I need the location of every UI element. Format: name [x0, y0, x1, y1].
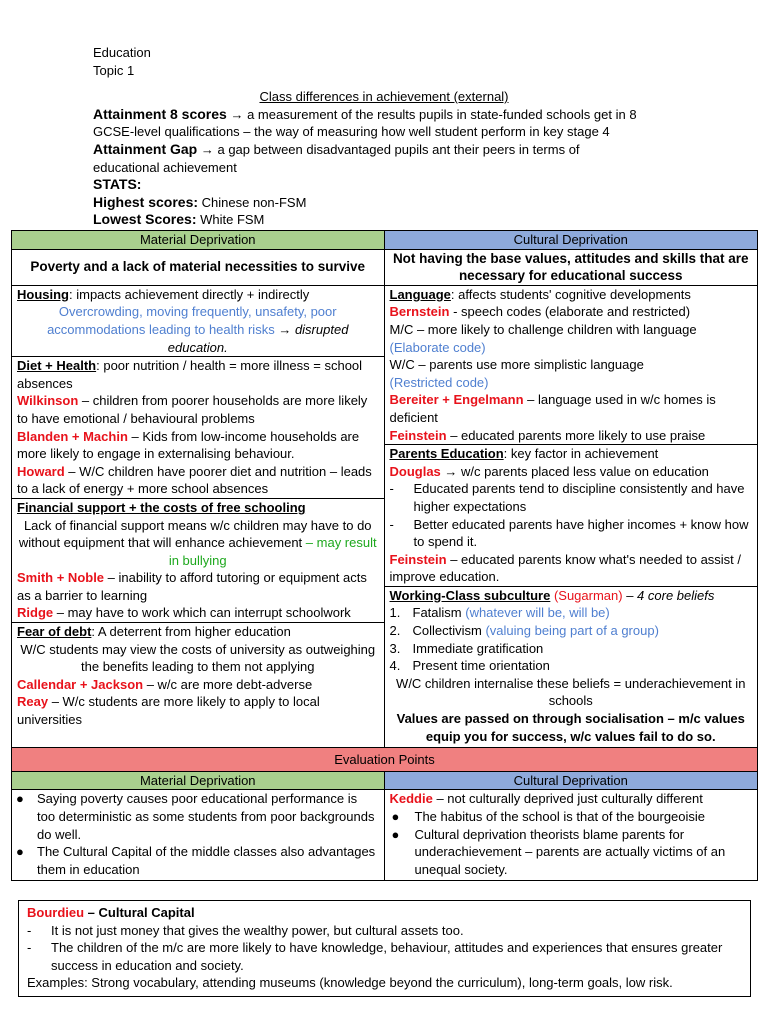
bourdieu-examples: Examples: Strong vocabulary, attending museums (knowledge beyond the curriculum), long-term goals, low risk. — [27, 975, 673, 991]
gap-line: Attainment Gap → a gap between disadvantaged pupils ant their peers in terms of — [93, 140, 580, 157]
housing-section: Housing: impacts achievement directly + indirectly Overcrowding, moving frequently, unsafety, poor accommodations leading to health risks → disrupted education. — [12, 286, 384, 357]
cultural-column — [385, 286, 758, 747]
eval-material-heading: Material Deprivation — [12, 772, 385, 790]
document-header — [93, 44, 713, 229]
content-row — [12, 286, 757, 748]
list-item: ● Cultural deprivation theorists blame parents for underachievement – parents are actually victims of an unequal society. — [391, 826, 726, 877]
material-heading: Material Deprivation — [12, 231, 385, 249]
attainment8-line2: GCSE-level qualifications – the way of measuring how well student perform in key stage 4 — [93, 124, 610, 140]
eval-cultural-heading: Cultural Deprivation — [385, 772, 758, 790]
arrow-icon: → — [200, 141, 214, 157]
bourdieu-box: Bourdieu – Cultural Capital - It is not just money that gives the wealthy power, but cultural assets too. - The children of the m/c are more likely to have knowledge, behaviour, attitudes and experiences that ensures greater success in education and society. Examples: Strong vocabulary, attending museums (knowledge beyond the curriculum), long-term goals, low risk. — [18, 900, 751, 997]
highest-scores: Highest scores: Chinese non-FSM — [93, 193, 307, 210]
eval-material-points — [12, 790, 385, 880]
financial-section: Financial support + the costs of free schooling Lack of financial support means w/c children may have to do without equipment that will enhance achievement – may result in bullying Smith + Noble – inability to afford tutoring or equipment acts as a barrier to learning Ridge – may have to work which can interrupt schoolwork — [12, 499, 384, 623]
arrow-icon: → — [278, 321, 292, 337]
list-item: - The children of the m/c are more likely to have knowledge, behaviour, attitudes and experiences that ensures greater success in education and society. — [27, 940, 723, 973]
table-header-row — [12, 231, 757, 250]
debt-section: Fear of debt: A deterrent from higher education W/C students may view the costs of university as outweighing the benefits leading to them not applying Callendar + Jackson – w/c are more debt-adverse Reay – W/c students are more likely to apply to local universities — [17, 624, 376, 728]
list-item: 1. Fatalism (whatever will be, will be) — [389, 605, 610, 621]
material-definition: Poverty and a lack of material necessities to survive — [12, 250, 385, 285]
list-item: - Educated parents tend to discipline consistently and have higher expectations — [389, 481, 745, 514]
evaluation-header-row — [12, 772, 757, 791]
deprivation-table — [11, 230, 758, 881]
eval-cultural-points: Keddie – not culturally deprived just culturally different ● The habitus of the school is that of the bourgeoisie ● Cultural deprivation theorists blame parents for underachievement – parents are actually victims of an unequal society. — [385, 790, 758, 880]
cultural-heading: Cultural Deprivation — [385, 231, 758, 249]
stats-heading: STATS: — [93, 176, 142, 193]
gap-line2: educational achievement — [93, 159, 237, 175]
arrow-icon: → — [444, 463, 458, 479]
subculture-section: Working-Class subculture (Sugarman) – 4 core beliefs 1. Fatalism (whatever will be, will be) 2. Collectivism (valuing being part of a group) 3. Immediate gratification 4. Present time orientation W/C children internalise these beliefs = underachievement in schools Values are passed on through socialisation – m/c values equip you for success, w/c values fail to do so. — [385, 587, 758, 747]
list-item: 3. Immediate gratification — [389, 640, 544, 656]
evaluation-heading: Evaluation Points — [12, 748, 757, 772]
list-item: - Better educated parents have higher incomes + know how to spend it. — [389, 516, 749, 550]
page-title: Class differences in achievement (external) — [259, 89, 509, 105]
doc-subject: Education — [93, 45, 151, 60]
cultural-definition: Not having the base values, attitudes and skills that are necessary for educational success — [392, 250, 749, 284]
list-item: ● Saying poverty causes poor educational performance is too deterministic as some students from poor backgrounds do well. — [16, 791, 375, 842]
evaluation-content-row — [12, 790, 757, 880]
parents-section: Parents Education: key factor in achievement Douglas → w/c parents placed less value on education - Educated parents tend to discipline consistently and have higher expectations - Better educated parents have higher incomes + know how to spend it. Feinstein – educated parents know what's needed to assist / improve education. — [385, 445, 758, 587]
lowest-scores: Lowest Scores: White FSM — [93, 211, 265, 228]
list-item: ● The Cultural Capital of the middle classes also advantages them in education — [16, 844, 376, 877]
diet-section: Diet + Health: poor nutrition / health = more illness = school absences Wilkinson – children from poorer households are more likely to have emotional / behavioural problems Blanden + Machin – Kids from low-income households are more likely to engage in externalising behaviour. Howard – W/C children have poorer diet and nutrition – leads to a lack of energy + more school absences — [12, 357, 384, 499]
list-item: ● The habitus of the school is that of the bourgeoisie — [391, 809, 706, 824]
language-section: Language: affects students' cognitive developments Bernstein - speech codes (elaborate and restricted) M/C – more likely to challenge children with language (Elaborate code) W/C – parents use more simplistic language (Restricted code) Bereiter + Engelmann – language used in w/c homes is deficient Feinstein – educated parents more likely to use praise — [385, 286, 758, 445]
attainment8-line: Attainment 8 scores → a measurement of the results pupils in state-funded schools get in 8 — [93, 105, 637, 122]
arrow-icon: → — [230, 106, 244, 122]
list-item: 4. Present time orientation — [389, 658, 550, 674]
list-item: 2. Collectivism (valuing being part of a group) — [389, 623, 659, 639]
material-column — [12, 286, 385, 747]
doc-topic: Topic 1 — [93, 62, 135, 78]
list-item: - It is not just money that gives the wealthy power, but cultural assets too. — [27, 922, 464, 938]
definition-row — [12, 250, 757, 286]
